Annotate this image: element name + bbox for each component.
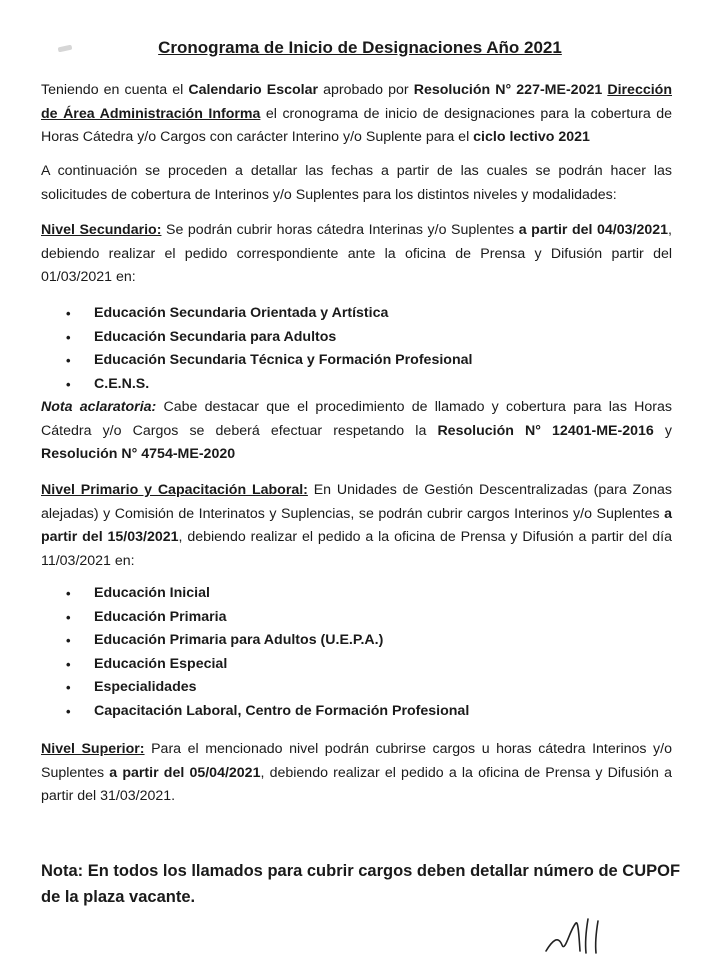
nota-final: Nota: En todos los llamados para cubrir cargos deben detallar número de CUPOF de la plaza vacante. [41, 862, 681, 906]
list-item: • C.E.N.S. [66, 373, 472, 397]
intro-paragraph: Teniendo en cuenta el Calendario Escolar aprobado por Resolución N° 227-ME-2021 Dirección de Área Administración Informa el cronograma de inicio de designaciones para la cobertura de Horas Cátedra y/o Cargos con carácter Interino y/o Suplente para el ciclo lectivo 2021 [41, 82, 672, 145]
secundario-list [66, 302, 472, 396]
list-item: • Educación Primaria [66, 606, 469, 630]
continuacion-paragraph: A continuación se proceden a detallar las fechas a partir de las cuales se podrán hacer las solicitudes de cobertura de Interinos y/o Suplentes para los distintos niveles y modalidades: [41, 163, 672, 203]
nota-aclaratoria-paragraph: Nota aclaratoria: Cabe destacar que el procedimiento de llamado y cobertura para las Horas Cátedra y/o Cargos se deberá efectuar respetando la Resolución N° 12401-ME-2016 y Resolución N° 4754-ME-2020 [41, 399, 672, 462]
list-item: • Especialidades [66, 676, 469, 700]
primario-list [66, 582, 469, 723]
list-item: • Educación Primaria para Adultos (U.E.P.A.) [66, 629, 469, 653]
page-title: Cronograma de Inicio de Designaciones Año 2021 [158, 38, 562, 57]
list-item: • Educación Secundaria Orientada y Artística [66, 302, 472, 326]
signature-icon [540, 915, 640, 955]
list-item: • Capacitación Laboral, Centro de Formación Profesional [66, 700, 469, 724]
list-item: • Educación Secundaria para Adultos [66, 326, 472, 350]
secundario-paragraph: Nivel Secundario: Se podrán cubrir horas cátedra Interinas y/o Suplentes a partir del 04/03/2021, debiendo realizar el pedido correspondiente ante la oficina de Prensa y Difusión partir del 01/03/2021 en: [41, 222, 672, 285]
primario-label: Nivel Primario y Capacitación Laboral: [41, 482, 308, 498]
superior-label: Nivel Superior: [41, 741, 145, 757]
list-item: • Educación Secundaria Técnica y Formación Profesional [66, 349, 472, 373]
nota-aclaratoria-label: Nota aclaratoria: [41, 399, 157, 415]
primario-paragraph: Nivel Primario y Capacitación Laboral: En Unidades de Gestión Descentralizadas (para Zonas alejadas) y Comisión de Interinatos y Suplencias, se podrán cubrir cargos Interinos y/o Suplentes a partir del 15/03/2021, debiendo realizar el pedido a la oficina de Prensa y Difusión a partir del día 11/03/2021 en: [41, 482, 673, 569]
list-item: • Educación Inicial [66, 582, 469, 606]
secundario-label: Nivel Secundario: [41, 222, 162, 238]
direccion-informa: Dirección de Área Administración Informa [41, 82, 672, 122]
superior-paragraph: Nivel Superior: Para el mencionado nivel podrán cubrirse cargos u horas cátedra Interinos y/o Suplentes a partir del 05/04/2021, debiendo realizar el pedido a la oficina de Prensa y Difusión a partir del 31/03/2021. [41, 741, 672, 804]
list-item: • Educación Especial [66, 653, 469, 677]
